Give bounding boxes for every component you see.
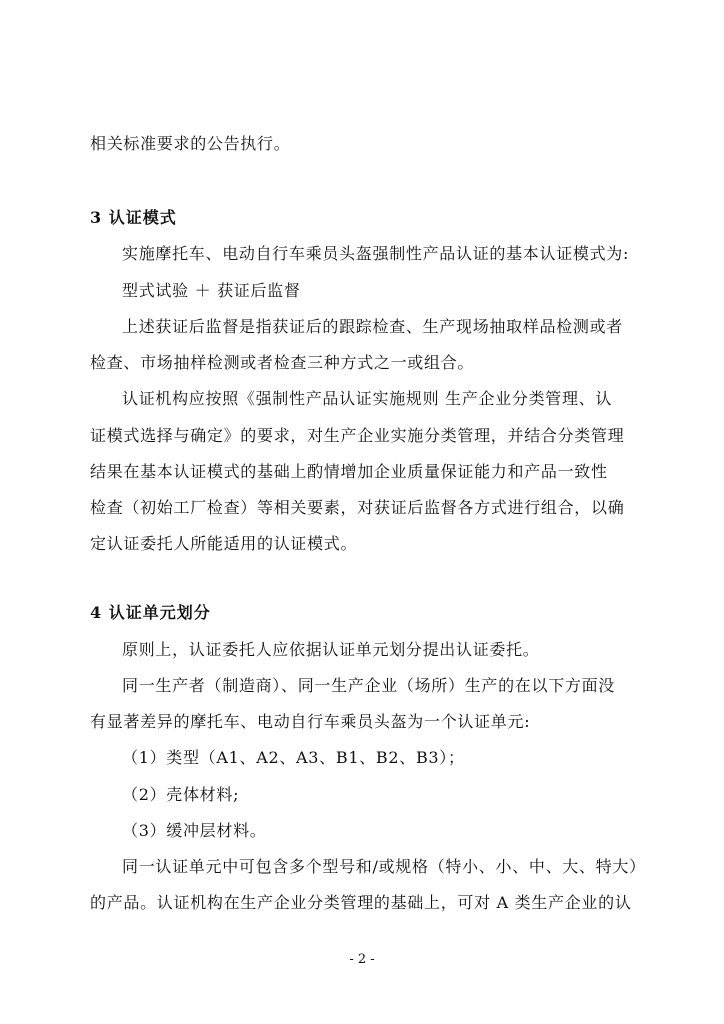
section-heading: 4 认证单元划分 <box>90 603 211 622</box>
paragraph-line: 相关标准要求的公告执行。 <box>90 134 291 153</box>
paragraph-line: 实施摩托车、电动自行车乘员头盔强制性产品认证的基本认证模式为: <box>122 244 630 263</box>
paragraph-line: 上述获证后监督是指获证后的跟踪检查、生产现场抽取样品检测或者 <box>122 317 624 336</box>
list-item: （3）缓冲层材料。 <box>122 821 267 840</box>
paragraph-line: 结果在基本认证模式的基础上酌情增加企业质量保证能力和产品一致性 <box>90 462 608 481</box>
paragraph-line: 的产品。认证机构在生产企业分类管理的基础上，可对 A 类生产企业的认 <box>90 893 632 912</box>
formula-line: 型式试验 ＋ 获证后监督 <box>122 281 301 300</box>
paragraph-line: 同一认证单元中可包含多个型号和/或规格（特小、小、中、大、特大） <box>122 857 646 876</box>
paragraph-line: 认证机构应按照《强制性产品认证实施规则 生产企业分类管理、认 <box>122 389 613 408</box>
list-item: （1）类型（A1、A2、A3、B1、B2、B3）； <box>122 748 465 767</box>
page-number: - 2 - <box>349 952 375 967</box>
paragraph-line: 定认证委托人所能适用的认证模式。 <box>90 534 358 553</box>
paragraph-line: 同一生产者（制造商）、同一生产企业（场所）生产的在以下方面没 <box>122 676 616 695</box>
paragraph-line: 有显著差异的摩托车、电动自行车乘员头盔为一个认证单元: <box>90 712 531 731</box>
section-heading: 3 认证模式 <box>90 208 177 227</box>
paragraph-line: 证模式选择与确定》的要求，对生产企业实施分类管理，并结合分类管理 <box>90 426 625 445</box>
paragraph-line: 检查（初始工厂检查）等相关要素，对获证后监督各方式进行组合，以确 <box>90 498 625 517</box>
list-item: （2）壳体材料; <box>122 785 240 804</box>
paragraph-line: 检查、市场抽样检测或者检查三种方式之一或组合。 <box>90 353 475 372</box>
paragraph-line: 原则上，认证委托人应依据认证单元划分提出认证委托。 <box>122 640 540 659</box>
